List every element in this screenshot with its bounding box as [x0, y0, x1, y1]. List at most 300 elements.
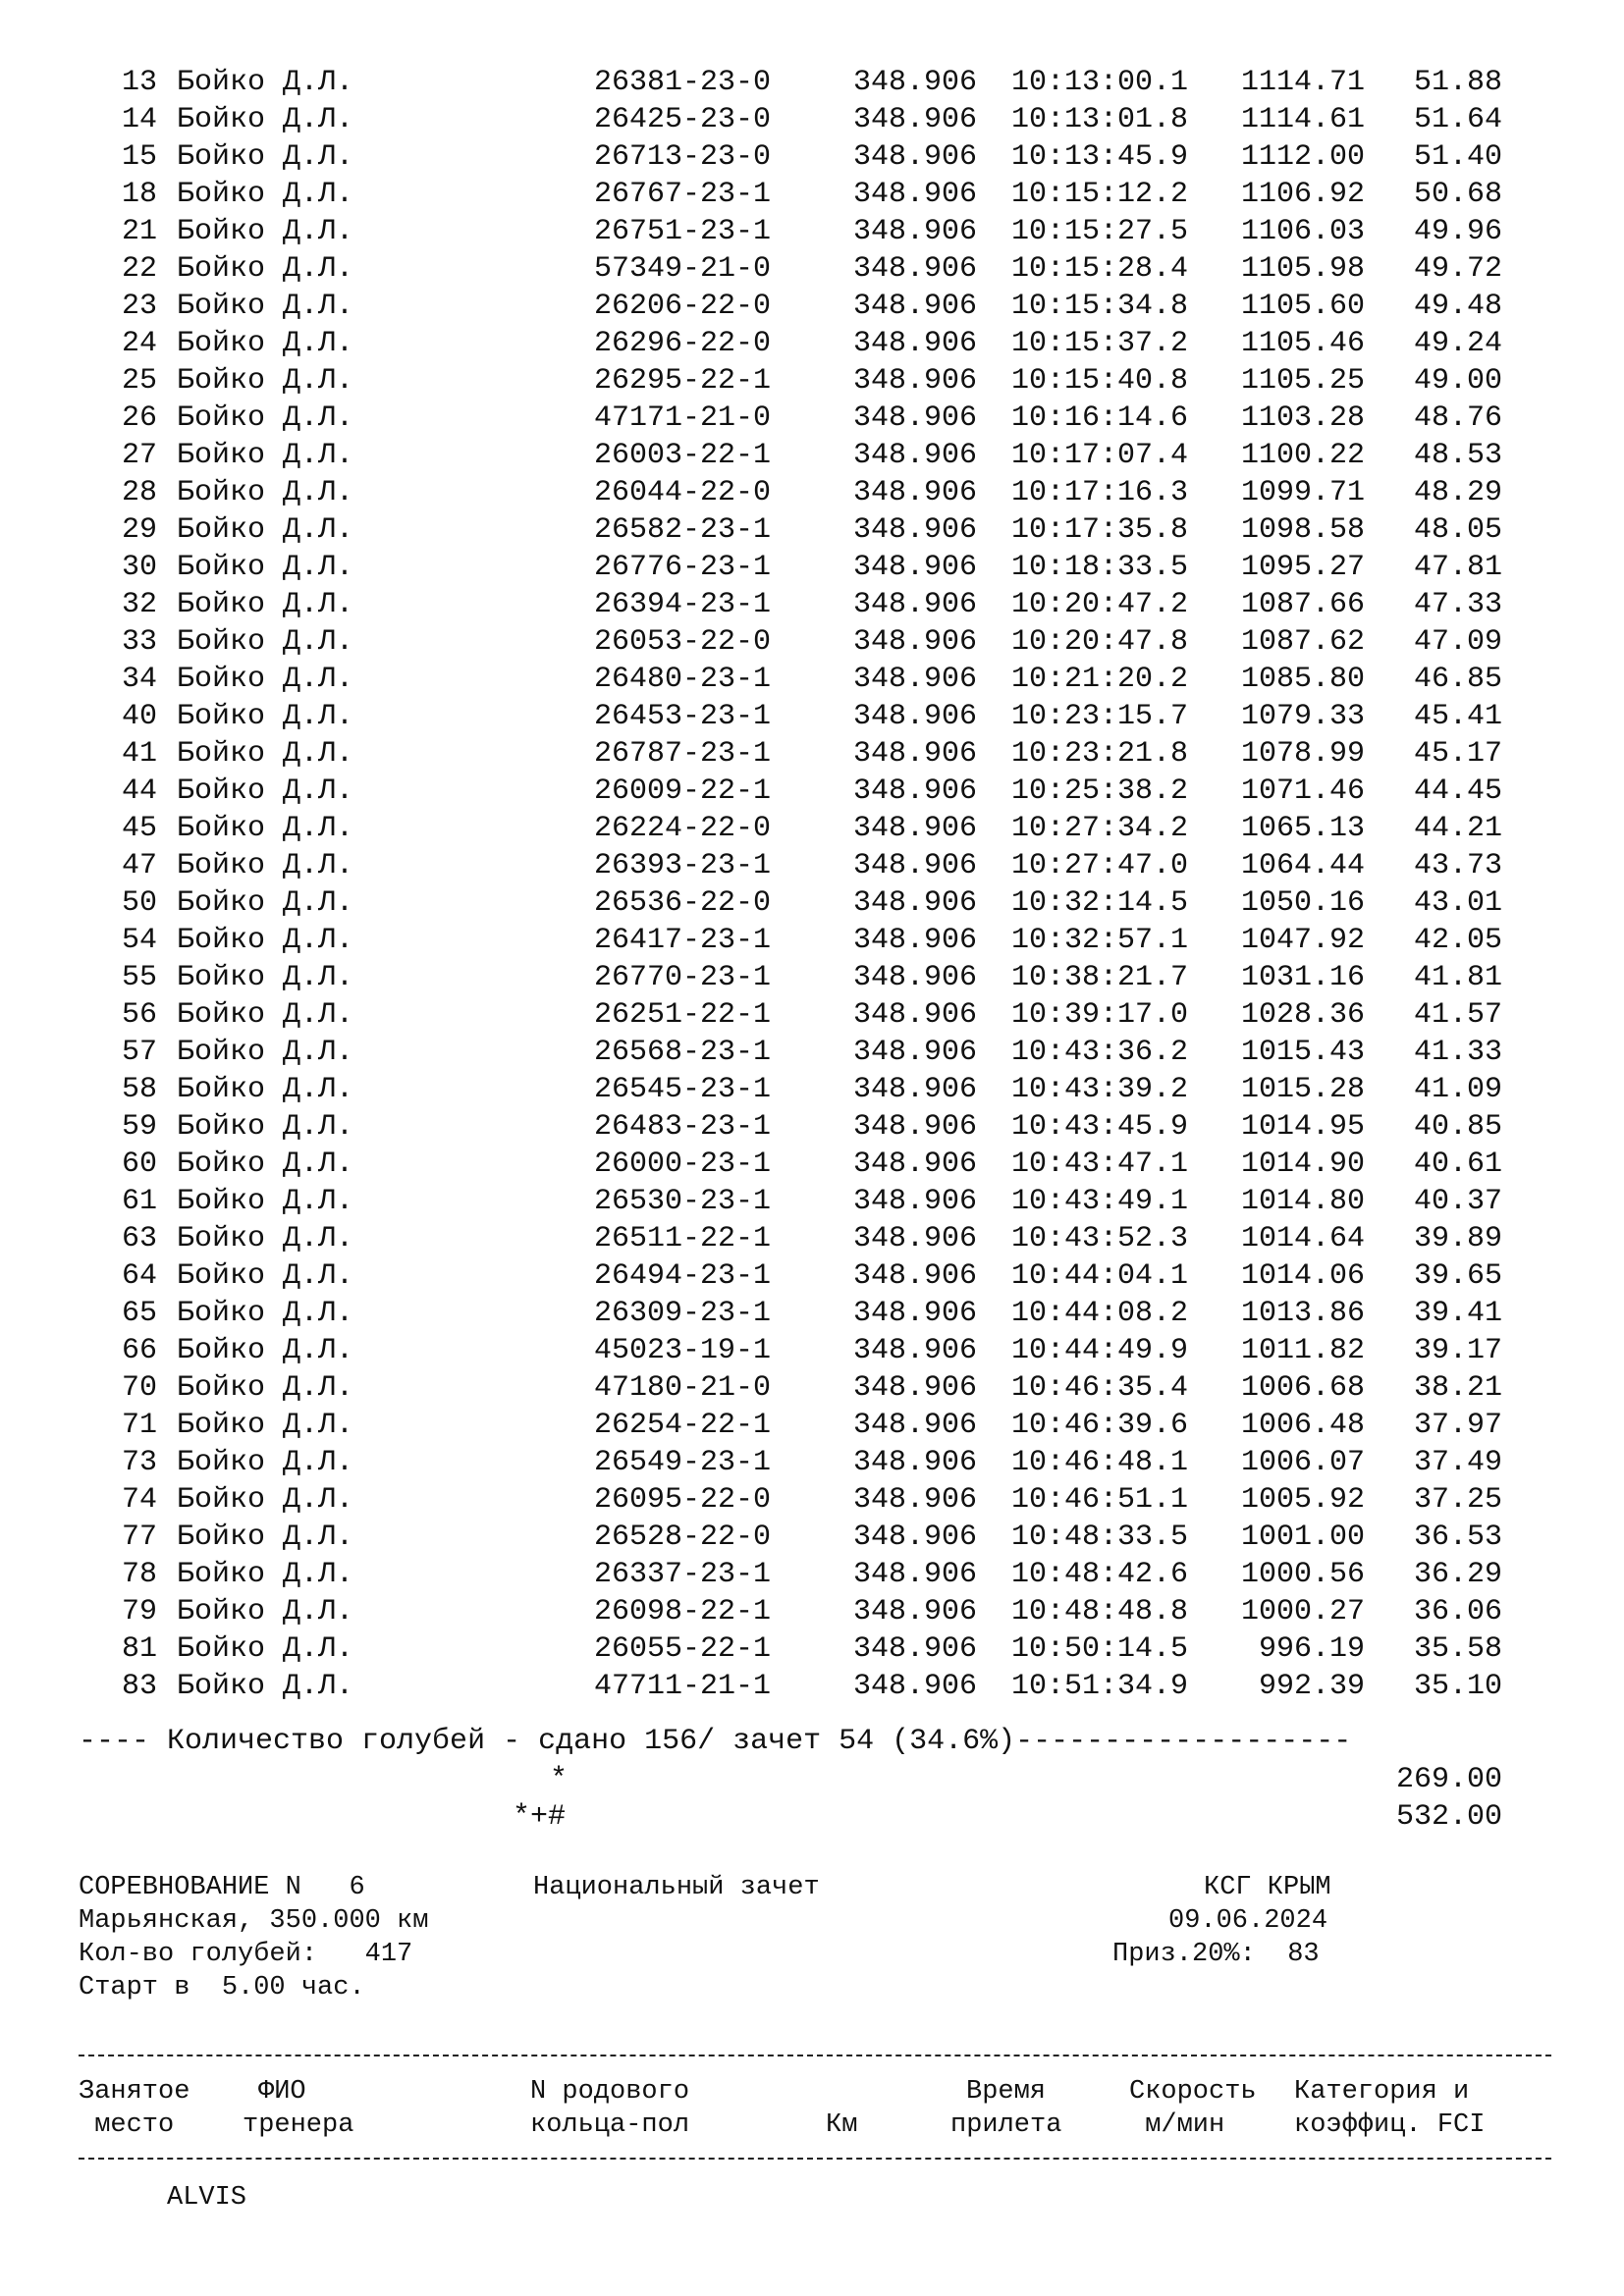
- cell-speed: 1015.43: [1240, 1036, 1365, 1069]
- cell-coef: 39.17: [1413, 1334, 1502, 1367]
- cell-km: 348.906: [853, 588, 978, 621]
- cell-name: Бойко Д.Л.: [177, 1409, 354, 1442]
- cell-place: 74: [121, 1483, 157, 1517]
- cell-speed: 1064.44: [1240, 849, 1365, 882]
- cell-speed: 1011.82: [1240, 1334, 1365, 1367]
- table-row: [0, 400, 1624, 437]
- cell-coef: 51.40: [1413, 140, 1502, 174]
- cell-speed: 1079.33: [1240, 700, 1365, 733]
- cell-place: 30: [121, 551, 157, 584]
- table-row: [0, 1444, 1624, 1481]
- cell-ring: 26393-23-1: [594, 849, 772, 882]
- cell-place: 50: [121, 886, 157, 920]
- cell-ring: 26787-23-1: [594, 737, 772, 771]
- cell-place: 24: [121, 327, 157, 360]
- cell-km: 348.906: [853, 849, 978, 882]
- table-row: [0, 288, 1624, 325]
- cell-name: Бойко Д.Л.: [177, 1595, 354, 1629]
- cell-name: Бойко Д.Л.: [177, 1148, 354, 1181]
- table-row: [0, 1071, 1624, 1108]
- table-row: [0, 1407, 1624, 1444]
- table-row: [0, 810, 1624, 847]
- cell-ring: 26296-22-0: [594, 327, 772, 360]
- cell-coef: 39.65: [1413, 1259, 1502, 1293]
- cell-coef: 41.57: [1413, 998, 1502, 1032]
- competition-type: Национальный зачет: [533, 1873, 820, 1902]
- cell-coef: 38.21: [1413, 1371, 1502, 1405]
- cell-km: 348.906: [853, 140, 978, 174]
- cell-coef: 44.21: [1413, 812, 1502, 845]
- cell-ring: 45023-19-1: [594, 1334, 772, 1367]
- cell-km: 348.906: [853, 998, 978, 1032]
- col-header-time-1: Время: [966, 2077, 1047, 2107]
- cell-km: 348.906: [853, 551, 978, 584]
- table-row: [0, 922, 1624, 959]
- cell-place: 13: [121, 66, 157, 99]
- cell-place: 78: [121, 1558, 157, 1591]
- cell-coef: 45.17: [1413, 737, 1502, 771]
- cell-ring: 26776-23-1: [594, 551, 772, 584]
- cell-time: 10:43:49.1: [1011, 1185, 1189, 1218]
- cell-place: 23: [121, 290, 157, 323]
- cell-time: 10:43:45.9: [1011, 1110, 1189, 1144]
- cell-time: 10:48:42.6: [1011, 1558, 1189, 1591]
- cell-coef: 43.73: [1413, 849, 1502, 882]
- cell-coef: 44.45: [1413, 774, 1502, 808]
- cell-speed: 1114.61: [1240, 103, 1365, 136]
- cell-place: 83: [121, 1670, 157, 1703]
- table-row: [0, 213, 1624, 250]
- cell-speed: 1105.98: [1240, 252, 1365, 286]
- cell-time: 10:15:12.2: [1011, 178, 1189, 211]
- cell-time: 10:17:35.8: [1011, 513, 1189, 547]
- summary-value-star: 269.00: [1395, 1763, 1502, 1796]
- cell-km: 348.906: [853, 1222, 978, 1255]
- competition-location: Марьянская, 350.000 км: [79, 1906, 429, 1936]
- cell-speed: 992.39: [1258, 1670, 1365, 1703]
- cell-speed: 1014.06: [1240, 1259, 1365, 1293]
- start-time: Старт в 5.00 час.: [79, 1973, 365, 2002]
- table-row: [0, 1519, 1624, 1556]
- cell-ring: 26511-22-1: [594, 1222, 772, 1255]
- cell-ring: 26055-22-1: [594, 1632, 772, 1666]
- table-row: [0, 1183, 1624, 1220]
- cell-name: Бойко Д.Л.: [177, 401, 354, 435]
- cell-coef: 48.76: [1413, 401, 1502, 435]
- cell-coef: 41.09: [1413, 1073, 1502, 1106]
- cell-ring: 26549-23-1: [594, 1446, 772, 1479]
- col-header-category-2: коэффиц. FCI: [1294, 2110, 1486, 2140]
- col-header-speed-2: м/мин: [1129, 2110, 1225, 2140]
- cell-speed: 1047.92: [1240, 924, 1365, 957]
- cell-name: Бойко Д.Л.: [177, 849, 354, 882]
- cell-km: 348.906: [853, 1073, 978, 1106]
- cell-coef: 42.05: [1413, 924, 1502, 957]
- cell-name: Бойко Д.Л.: [177, 513, 354, 547]
- cell-coef: 35.58: [1413, 1632, 1502, 1666]
- cell-ring: 26713-23-0: [594, 140, 772, 174]
- table-row: [0, 884, 1624, 922]
- header-bottom-rule: [79, 2158, 1551, 2160]
- cell-speed: 1114.71: [1240, 66, 1365, 99]
- cell-name: Бойко Д.Л.: [177, 1036, 354, 1069]
- cell-ring: 26003-22-1: [594, 439, 772, 472]
- cell-km: 348.906: [853, 1334, 978, 1367]
- cell-ring: 26536-22-0: [594, 886, 772, 920]
- cell-ring: 26545-23-1: [594, 1073, 772, 1106]
- cell-time: 10:13:45.9: [1011, 140, 1189, 174]
- summary-mark-star: *: [550, 1763, 568, 1796]
- cell-name: Бойко Д.Л.: [177, 1558, 354, 1591]
- cell-time: 10:18:33.5: [1011, 551, 1189, 584]
- cell-speed: 1112.00: [1240, 140, 1365, 174]
- cell-time: 10:39:17.0: [1011, 998, 1189, 1032]
- cell-ring: 47180-21-0: [594, 1371, 772, 1405]
- col-header-km: Км: [826, 2110, 858, 2140]
- cell-coef: 48.29: [1413, 476, 1502, 509]
- cell-km: 348.906: [853, 1185, 978, 1218]
- cell-place: 25: [121, 364, 157, 398]
- cell-time: 10:16:14.6: [1011, 401, 1189, 435]
- cell-place: 64: [121, 1259, 157, 1293]
- cell-km: 348.906: [853, 625, 978, 659]
- cell-name: Бойко Д.Л.: [177, 961, 354, 994]
- cell-place: 41: [121, 737, 157, 771]
- cell-km: 348.906: [853, 66, 978, 99]
- cell-km: 348.906: [853, 737, 978, 771]
- cell-name: Бойко Д.Л.: [177, 1259, 354, 1293]
- cell-speed: 1078.99: [1240, 737, 1365, 771]
- cell-place: 22: [121, 252, 157, 286]
- cell-place: 21: [121, 215, 157, 248]
- table-row: [0, 661, 1624, 698]
- cell-ring: 26394-23-1: [594, 588, 772, 621]
- cell-coef: 45.41: [1413, 700, 1502, 733]
- table-row: [0, 325, 1624, 362]
- cell-time: 10:50:14.5: [1011, 1632, 1189, 1666]
- cell-name: Бойко Д.Л.: [177, 812, 354, 845]
- cell-name: Бойко Д.Л.: [177, 140, 354, 174]
- summary-line: ---- Количество голубей - сдано 156/ зачет 54 (34.6%)-------------------: [79, 1725, 1352, 1758]
- table-row: [0, 1295, 1624, 1332]
- cell-time: 10:46:39.6: [1011, 1409, 1189, 1442]
- cell-km: 348.906: [853, 103, 978, 136]
- cell-km: 348.906: [853, 476, 978, 509]
- cell-time: 10:15:37.2: [1011, 327, 1189, 360]
- cell-ring: 26251-22-1: [594, 998, 772, 1032]
- cell-time: 10:46:35.4: [1011, 1371, 1189, 1405]
- cell-coef: 37.97: [1413, 1409, 1502, 1442]
- cell-ring: 26337-23-1: [594, 1558, 772, 1591]
- col-header-place-2: место: [79, 2110, 175, 2140]
- table-row: [0, 1630, 1624, 1668]
- cell-speed: 1106.92: [1240, 178, 1365, 211]
- cell-ring: 26295-22-1: [594, 364, 772, 398]
- table-row: [0, 1668, 1624, 1705]
- cell-km: 348.906: [853, 513, 978, 547]
- cell-km: 348.906: [853, 327, 978, 360]
- cell-time: 10:44:08.2: [1011, 1297, 1189, 1330]
- cell-name: Бойко Д.Л.: [177, 1371, 354, 1405]
- cell-speed: 1099.71: [1240, 476, 1365, 509]
- cell-time: 10:44:49.9: [1011, 1334, 1189, 1367]
- cell-speed: 1106.03: [1240, 215, 1365, 248]
- table-row: [0, 586, 1624, 623]
- table-row: [0, 996, 1624, 1034]
- cell-km: 348.906: [853, 1259, 978, 1293]
- cell-ring: 26309-23-1: [594, 1297, 772, 1330]
- cell-name: Бойко Д.Л.: [177, 998, 354, 1032]
- cell-coef: 47.33: [1413, 588, 1502, 621]
- cell-name: Бойко Д.Л.: [177, 364, 354, 398]
- cell-place: 32: [121, 588, 157, 621]
- cell-time: 10:48:48.8: [1011, 1595, 1189, 1629]
- cell-km: 348.906: [853, 812, 978, 845]
- cell-name: Бойко Д.Л.: [177, 103, 354, 136]
- cell-speed: 1014.95: [1240, 1110, 1365, 1144]
- cell-name: Бойко Д.Л.: [177, 327, 354, 360]
- prize-count: Приз.20%: 83: [1112, 1940, 1320, 1969]
- cell-time: 10:15:27.5: [1011, 215, 1189, 248]
- cell-time: 10:44:04.1: [1011, 1259, 1189, 1293]
- table-row: [0, 101, 1624, 138]
- cell-time: 10:43:47.1: [1011, 1148, 1189, 1181]
- cell-name: Бойко Д.Л.: [177, 290, 354, 323]
- footer-brand: ALVIS: [167, 2183, 247, 2213]
- cell-place: 79: [121, 1595, 157, 1629]
- cell-speed: 1028.36: [1240, 998, 1365, 1032]
- cell-speed: 1065.13: [1240, 812, 1365, 845]
- cell-coef: 43.01: [1413, 886, 1502, 920]
- table-row: [0, 623, 1624, 661]
- table-row: [0, 1481, 1624, 1519]
- cell-name: Бойко Д.Л.: [177, 1185, 354, 1218]
- cell-coef: 36.29: [1413, 1558, 1502, 1591]
- table-row: [0, 1034, 1624, 1071]
- cell-km: 348.906: [853, 1558, 978, 1591]
- table-row: [0, 1257, 1624, 1295]
- cell-km: 348.906: [853, 215, 978, 248]
- cell-coef: 35.10: [1413, 1670, 1502, 1703]
- cell-place: 77: [121, 1521, 157, 1554]
- cell-place: 28: [121, 476, 157, 509]
- col-header-category-1: Категория и: [1294, 2077, 1470, 2107]
- table-row: [0, 698, 1624, 735]
- cell-speed: 1005.92: [1240, 1483, 1365, 1517]
- cell-speed: 1014.80: [1240, 1185, 1365, 1218]
- table-row: [0, 549, 1624, 586]
- cell-ring: 26530-23-1: [594, 1185, 772, 1218]
- cell-place: 73: [121, 1446, 157, 1479]
- cell-coef: 51.64: [1413, 103, 1502, 136]
- cell-speed: 1105.46: [1240, 327, 1365, 360]
- cell-place: 63: [121, 1222, 157, 1255]
- cell-km: 348.906: [853, 1297, 978, 1330]
- cell-name: Бойко Д.Л.: [177, 252, 354, 286]
- cell-ring: 57349-21-0: [594, 252, 772, 286]
- cell-place: 34: [121, 663, 157, 696]
- table-row: [0, 474, 1624, 511]
- cell-coef: 39.41: [1413, 1297, 1502, 1330]
- cell-ring: 26095-22-0: [594, 1483, 772, 1517]
- cell-place: 29: [121, 513, 157, 547]
- cell-name: Бойко Д.Л.: [177, 700, 354, 733]
- cell-name: Бойко Д.Л.: [177, 1446, 354, 1479]
- cell-km: 348.906: [853, 700, 978, 733]
- cell-km: 348.906: [853, 1670, 978, 1703]
- cell-coef: 49.96: [1413, 215, 1502, 248]
- cell-km: 348.906: [853, 1036, 978, 1069]
- cell-time: 10:43:52.3: [1011, 1222, 1189, 1255]
- cell-km: 348.906: [853, 1446, 978, 1479]
- cell-name: Бойко Д.Л.: [177, 1670, 354, 1703]
- cell-time: 10:27:34.2: [1011, 812, 1189, 845]
- cell-speed: 1015.28: [1240, 1073, 1365, 1106]
- cell-coef: 37.49: [1413, 1446, 1502, 1479]
- cell-name: Бойко Д.Л.: [177, 439, 354, 472]
- cell-name: Бойко Д.Л.: [177, 215, 354, 248]
- cell-time: 10:20:47.8: [1011, 625, 1189, 659]
- cell-time: 10:43:39.2: [1011, 1073, 1189, 1106]
- header-top-rule: [79, 2055, 1551, 2056]
- cell-time: 10:15:34.8: [1011, 290, 1189, 323]
- cell-coef: 49.72: [1413, 252, 1502, 286]
- cell-ring: 26751-23-1: [594, 215, 772, 248]
- cell-km: 348.906: [853, 290, 978, 323]
- cell-coef: 36.53: [1413, 1521, 1502, 1554]
- cell-coef: 41.33: [1413, 1036, 1502, 1069]
- table-row: [0, 773, 1624, 810]
- cell-time: 10:32:14.5: [1011, 886, 1189, 920]
- cell-time: 10:43:36.2: [1011, 1036, 1189, 1069]
- cell-name: Бойко Д.Л.: [177, 737, 354, 771]
- cell-speed: 996.19: [1258, 1632, 1365, 1666]
- table-row: [0, 1108, 1624, 1146]
- cell-speed: 1105.60: [1240, 290, 1365, 323]
- cell-time: 10:21:20.2: [1011, 663, 1189, 696]
- cell-time: 10:48:33.5: [1011, 1521, 1189, 1554]
- table-row: [0, 847, 1624, 884]
- cell-name: Бойко Д.Л.: [177, 924, 354, 957]
- table-row: [0, 735, 1624, 773]
- cell-ring: 26582-23-1: [594, 513, 772, 547]
- cell-name: Бойко Д.Л.: [177, 66, 354, 99]
- cell-time: 10:20:47.2: [1011, 588, 1189, 621]
- table-row: [0, 138, 1624, 176]
- cell-ring: 26053-22-0: [594, 625, 772, 659]
- table-row: [0, 511, 1624, 549]
- cell-name: Бойко Д.Л.: [177, 1632, 354, 1666]
- cell-ring: 26254-22-1: [594, 1409, 772, 1442]
- table-row: [0, 1220, 1624, 1257]
- competition-date: 09.06.2024: [1168, 1906, 1328, 1936]
- cell-time: 10:15:40.8: [1011, 364, 1189, 398]
- cell-name: Бойко Д.Л.: [177, 625, 354, 659]
- col-header-speed-1: Скорость: [1129, 2077, 1257, 2107]
- cell-time: 10:27:47.0: [1011, 849, 1189, 882]
- cell-speed: 1095.27: [1240, 551, 1365, 584]
- table-row: [0, 1332, 1624, 1369]
- cell-name: Бойко Д.Л.: [177, 1483, 354, 1517]
- table-row: [0, 176, 1624, 213]
- table-row: [0, 1146, 1624, 1183]
- cell-name: Бойко Д.Л.: [177, 774, 354, 808]
- cell-name: Бойко Д.Л.: [177, 178, 354, 211]
- cell-time: 10:32:57.1: [1011, 924, 1189, 957]
- cell-name: Бойко Д.Л.: [177, 588, 354, 621]
- cell-speed: 1006.68: [1240, 1371, 1365, 1405]
- cell-speed: 1085.80: [1240, 663, 1365, 696]
- competition-org: КСГ КРЫМ: [1204, 1873, 1331, 1902]
- cell-ring: 26381-23-0: [594, 66, 772, 99]
- cell-speed: 1006.07: [1240, 1446, 1365, 1479]
- cell-speed: 1087.62: [1240, 625, 1365, 659]
- cell-coef: 49.48: [1413, 290, 1502, 323]
- col-header-fio-2: тренера: [243, 2110, 354, 2140]
- table-row: [0, 1593, 1624, 1630]
- cell-ring: 26098-22-1: [594, 1595, 772, 1629]
- cell-place: 81: [121, 1632, 157, 1666]
- cell-speed: 1105.25: [1240, 364, 1365, 398]
- table-row: [0, 1369, 1624, 1407]
- cell-km: 348.906: [853, 1632, 978, 1666]
- cell-km: 348.906: [853, 439, 978, 472]
- cell-coef: 40.85: [1413, 1110, 1502, 1144]
- cell-speed: 1031.16: [1240, 961, 1365, 994]
- cell-place: 55: [121, 961, 157, 994]
- cell-coef: 50.68: [1413, 178, 1502, 211]
- cell-coef: 48.05: [1413, 513, 1502, 547]
- cell-name: Бойко Д.Л.: [177, 1222, 354, 1255]
- cell-ring: 26417-23-1: [594, 924, 772, 957]
- cell-ring: 26528-22-0: [594, 1521, 772, 1554]
- table-row: [0, 1556, 1624, 1593]
- cell-name: Бойко Д.Л.: [177, 663, 354, 696]
- cell-ring: 26009-22-1: [594, 774, 772, 808]
- cell-speed: 1014.90: [1240, 1148, 1365, 1181]
- cell-time: 10:51:34.9: [1011, 1670, 1189, 1703]
- cell-km: 348.906: [853, 364, 978, 398]
- cell-place: 15: [121, 140, 157, 174]
- cell-time: 10:23:21.8: [1011, 737, 1189, 771]
- cell-ring: 26206-22-0: [594, 290, 772, 323]
- cell-name: Бойко Д.Л.: [177, 1297, 354, 1330]
- cell-coef: 37.25: [1413, 1483, 1502, 1517]
- cell-place: 33: [121, 625, 157, 659]
- cell-speed: 1100.22: [1240, 439, 1365, 472]
- cell-km: 348.906: [853, 663, 978, 696]
- cell-km: 348.906: [853, 1521, 978, 1554]
- cell-km: 348.906: [853, 178, 978, 211]
- cell-km: 348.906: [853, 774, 978, 808]
- cell-speed: 1001.00: [1240, 1521, 1365, 1554]
- col-header-ring-1: N родового: [530, 2077, 690, 2107]
- cell-place: 45: [121, 812, 157, 845]
- pigeon-count: Кол-во голубей: 417: [79, 1940, 413, 1969]
- cell-coef: 51.88: [1413, 66, 1502, 99]
- cell-ring: 26000-23-1: [594, 1148, 772, 1181]
- cell-place: 57: [121, 1036, 157, 1069]
- cell-ring: 26767-23-1: [594, 178, 772, 211]
- cell-km: 348.906: [853, 1595, 978, 1629]
- cell-speed: 1098.58: [1240, 513, 1365, 547]
- cell-km: 348.906: [853, 924, 978, 957]
- cell-km: 348.906: [853, 401, 978, 435]
- cell-place: 14: [121, 103, 157, 136]
- cell-place: 70: [121, 1371, 157, 1405]
- cell-time: 10:17:07.4: [1011, 439, 1189, 472]
- cell-time: 10:17:16.3: [1011, 476, 1189, 509]
